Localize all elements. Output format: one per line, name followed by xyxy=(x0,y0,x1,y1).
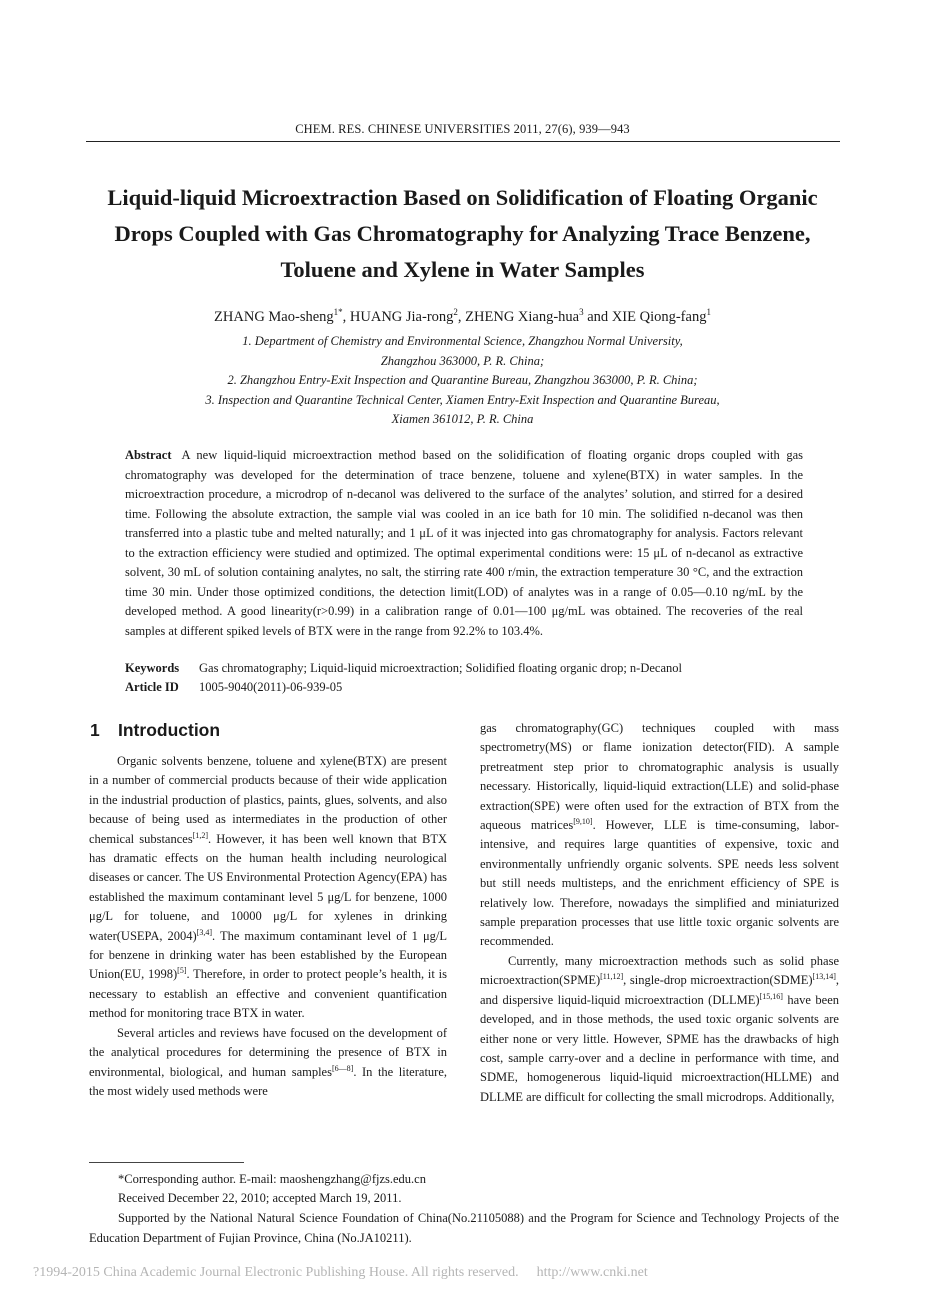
funding-note: Supported by the National Natural Science Foundation of China(No.21105088) and the Program for Science and Technology Projects of the Education Department of Fujian Province, China (No.JA10211). xyxy=(89,1211,839,1245)
copyright-text: ?1994-2015 China Academic Journal Electronic Publishing House. All rights reserved. xyxy=(33,1265,519,1280)
author-name: HUANG Jia-rong xyxy=(349,309,454,325)
citation-ref: [9,10] xyxy=(573,817,593,827)
citation-ref: [3,4] xyxy=(196,927,213,937)
author-separator: , xyxy=(457,309,466,325)
article-id-value: 1005-9040(2011)-06-939-05 xyxy=(199,680,343,694)
author-separator: , xyxy=(342,309,350,325)
cnki-url[interactable]: http://www.cnki.net xyxy=(536,1265,648,1280)
affiliation-line: 3. Inspection and Quarantine Technical Center, Xiamen Entry-Exit Inspection and Quarantine Bureau, xyxy=(205,392,720,407)
paper-title: Liquid-liquid Microextraction Based on Solidification of Floating Organic Drops Coupled with Gas Chromatography for Analyzing Trace Benzene, Toluene and Xylene in Water Samples xyxy=(107,185,818,282)
corresponding-author-note: *Corresponding author. E-mail: maoshengzhang@fjzs.edu.cn xyxy=(118,1172,426,1186)
author-list xyxy=(0,309,925,326)
affiliation-line: Xiamen 361012, P. R. China xyxy=(391,412,534,426)
article-id-label: Article ID xyxy=(125,680,179,694)
body-paragraph: Organic solvents benzene, toluene and xylene(BTX) are present in a number of commercial products because of their wide application in the industrial production of plastics, paints, glues, solvents, and also because of being used as intermediates in the production of other chemical substances[1,2]. However, it has been well known that BTX has dramatic effects on the human health including neurological diseases or cancer. The US Environmental Protection Agency(EPA) has established the maximum contaminant level 5 μg/L for benzene, 1000 μg/L for toluene, and 10000 μg/L for xylenes in drinking water(USEPA, 2004)[3,4]. The maximum contaminant level of 1 μg/L for benzene in drinking water has been established by the European Union(EU, 1998)[5]. Therefore, in order to protect people’s health, it is necessary to establish an effective and convenient quantification method for monitoring trace BTX in water. xyxy=(89,754,448,1021)
abstract-text: A new liquid-liquid microextraction method based on the solidification of floating organic drops coupled with gas chromatography was developed for the determination of trace benzene, toluene and xylene(BTX) in water samples. In the microextraction procedure, a microdrop of n-decanol was delivered to the surface of the analytes’ solution, and stirred for a desired time. Following the absolute extraction, the sample vial was cooled in an ice bath for 10 min. The solidified n-decanol was then transferred into a plastic tube and melted naturally; and 1 μL of it was injected into gas chromatography for analysis. Factors relevant to the extraction efficiency were studied and optimized. The optimal experimental conditions were: 15 μL of n-decanol as extractive solvent, 30 mL of solution containing analytes, no salt, the stirring rate 400 r/min, the extraction temperature 30 °C, and the extraction time 30 min. Under those optimized conditions, the detection limit(LOD) of analytes was in a range of 0.05—0.10 ng/mL by the developed method. A good linearity(r>0.99) in a calibration range of 0.01—100 μg/mL was obtained. The recoveries of the real samples at different spiked levels of BTX were in the range from 92.2% to 103.4%. xyxy=(125,448,803,638)
keywords-text: Gas chromatography; Liquid-liquid microextraction; Solidified floating organic drop; n-Decanol xyxy=(199,661,682,675)
citation-ref: [1,2] xyxy=(192,830,209,840)
body-paragraph: Currently, many microextraction methods such as solid phase microextraction(SPME)[11,12], single-drop microextraction(SDME)[13,14], and dispersive liquid-liquid microextraction (DLLME)[15,16] have been developed, and in those methods, the used toxic organic solvents are either none or very little. However, SPME has the drawbacks of high cost, sample carry-over and a decline in performance with time, and SDME, homogenerous liquid-liquid microextraction(HLLME) and DLLME are difficult for collecting the small microdrops. Additionally, xyxy=(480,953,839,1104)
section-title: Introduction xyxy=(118,720,221,740)
citation-ref: [5] xyxy=(177,966,187,976)
affiliations xyxy=(0,332,925,430)
author-name: XIE Qiong-fang xyxy=(611,309,707,325)
body-column-left xyxy=(89,752,447,1101)
copyright-footer xyxy=(33,1265,648,1281)
abstract xyxy=(125,446,803,641)
author-affil-mark: 1* xyxy=(333,307,343,317)
citation-ref: [13,14] xyxy=(812,972,836,982)
author-separator: and xyxy=(583,309,612,325)
affiliation-line: Zhangzhou 363000, P. R. China; xyxy=(380,353,545,368)
author-name: ZHENG Xiang-hua xyxy=(465,309,580,325)
body-paragraph: Several articles and reviews have focused on the development of the analytical procedures for determining the presence of BTX in environmental, biological, and human samples[6—8]. In the literature, the most widely used methods were xyxy=(89,1025,448,1098)
keywords xyxy=(125,659,825,679)
author-name: ZHANG Mao-sheng xyxy=(214,309,334,325)
footnote-rule xyxy=(89,1162,244,1163)
section-number: 1 xyxy=(90,720,100,740)
keywords-label: Keywords xyxy=(125,661,180,675)
affiliation-line: 1. Department of Chemistry and Environmental Science, Zhangzhou Normal University, xyxy=(242,334,683,348)
header-rule xyxy=(86,141,840,142)
received-date-note: Received December 22, 2010; accepted March 19, 2011. xyxy=(118,1191,402,1205)
section-heading xyxy=(90,720,220,741)
body-column-right xyxy=(480,719,839,1107)
author-affil-mark: 1 xyxy=(706,307,711,317)
citation-ref: [6—8] xyxy=(331,1063,354,1073)
journal-header: CHEM. RES. CHINESE UNIVERSITIES 2011, 27(6), 939—943 xyxy=(295,122,630,136)
citation-ref: [11,12] xyxy=(600,972,624,982)
body-paragraph: gas chromatography(GC) techniques coupled with mass spectrometry(MS) or flame ionization detector(FID). A sample pretreatment step prior to chromatographic analysis is usually necessary. Historically, liquid-liquid extraction(LLE) and solid-phase extraction(SPE) were often used for the extraction of BTX from the aqueous matrices[9,10]. However, LLE is time-consuming, labor-intensive, and requires large quantities of expensive, toxic and environmentally unfriendly organic solvents. SPE needs less solvent but still needs multisteps, and the enrichment efficiency of SPE is relatively low. Therefore, nowadays the simplified and miniaturized sample preparation processes that use little toxic organic solvents are recommended. xyxy=(480,721,839,949)
citation-ref: [15,16] xyxy=(759,991,783,1001)
article-id xyxy=(125,678,825,698)
abstract-label: Abstract xyxy=(125,448,172,462)
author-affil-mark: 3 xyxy=(579,307,584,317)
author-affil-mark: 2 xyxy=(453,307,458,317)
affiliation-line: 2. Zhangzhou Entry-Exit Inspection and Quarantine Bureau, Zhangzhou 363000, P. R. China; xyxy=(227,373,698,387)
